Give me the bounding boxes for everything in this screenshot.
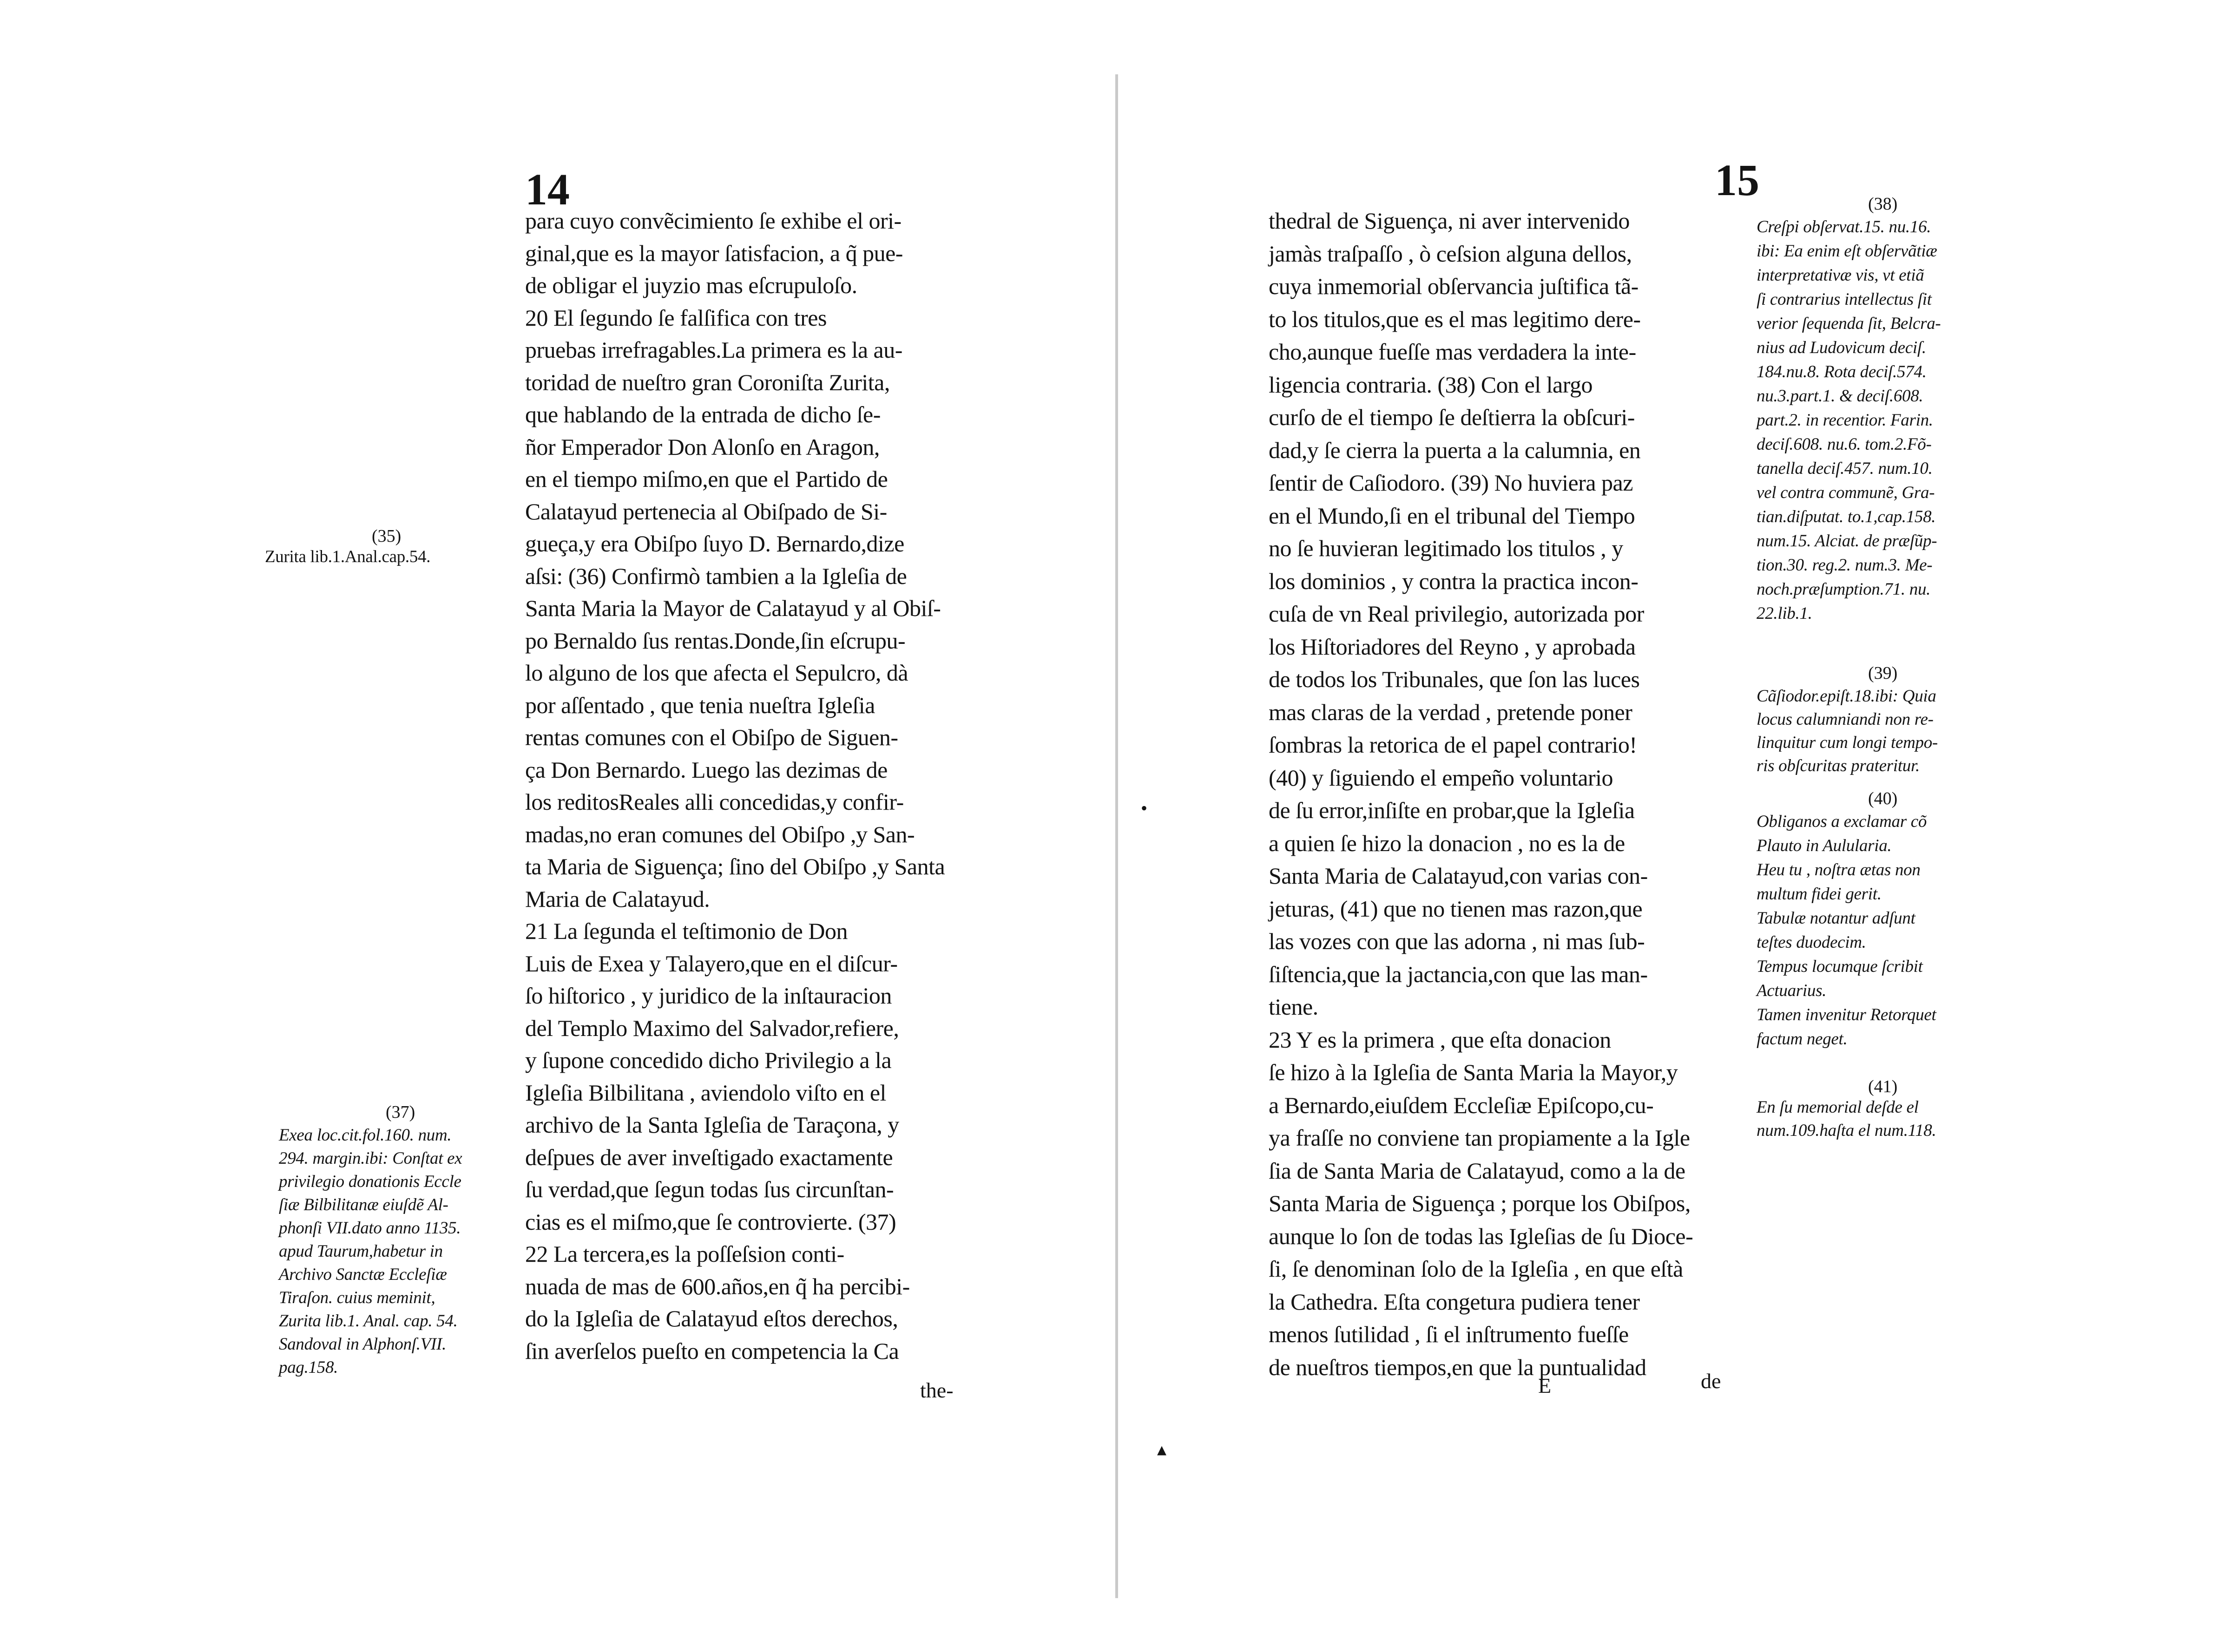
footnote-line: factum neget. bbox=[1757, 1029, 1848, 1049]
text-line: y ſupone concedido dicho Privilegio a la bbox=[525, 1047, 892, 1073]
footnote-line: phonſi VII.dato anno 1135. bbox=[279, 1219, 461, 1238]
text-line: nuada de mas de 600.años,en q̃ ha percibi- bbox=[525, 1273, 910, 1299]
footnote-line: nius ad Ludovicum deciſ. bbox=[1757, 338, 1926, 357]
text-line: no ſe huvieran legitimado los titulos , y bbox=[1269, 535, 1623, 561]
footnote-line: ibi: Ea enim eſt obſervãtiæ bbox=[1757, 242, 1937, 261]
footnote-number: (39) bbox=[1868, 663, 1898, 683]
text-line: para cuyo convẽcimiento ſe exhibe el ori- bbox=[525, 208, 902, 234]
footnote-line: Tiraſon. cuius meminit, bbox=[279, 1288, 435, 1307]
text-line: en el tiempo miſmo,en que el Partido de bbox=[525, 466, 888, 492]
text-line: ça Don Bernardo. Luego las dezimas de bbox=[525, 756, 888, 783]
footnote-line: Actuarius. bbox=[1757, 981, 1827, 1000]
text-line: tiene. bbox=[1269, 994, 1318, 1020]
text-line: ſin averſelos pueſto en competencia la Ca bbox=[525, 1337, 899, 1364]
footnote-number: (38) bbox=[1868, 194, 1898, 214]
text-line: por aſſentado , que tenia nueſtra Igleſia bbox=[525, 692, 875, 718]
text-line: Santa Maria la Mayor de Calatayud y al Obiſ- bbox=[525, 595, 941, 621]
footnote-line: privilegio donationis Eccle bbox=[279, 1172, 461, 1191]
text-line: ſe hizo à la Igleſia de Santa Maria la Mayor,y bbox=[1269, 1059, 1678, 1085]
gutter-dot: ▴ bbox=[1157, 1439, 1167, 1460]
text-line: aunque lo ſon de todas las Igleſias de ſu Dioce- bbox=[1269, 1223, 1693, 1249]
footnote-line: Heu tu , noſtra ætas non bbox=[1757, 860, 1921, 879]
text-line: 20 El ſegundo ſe falſifica con tres bbox=[525, 304, 827, 331]
footnote-line: num.109.haſta el num.118. bbox=[1757, 1121, 1936, 1140]
text-line: ta Maria de Siguença; ſino del Obiſpo ,y Santa bbox=[525, 853, 945, 879]
text-line: de todos los Tribunales, que ſon las luces bbox=[1269, 666, 1640, 692]
text-line: Santa Maria de Calatayud,con varias con- bbox=[1269, 863, 1648, 889]
text-line: mas claras de la verdad , pretende poner bbox=[1269, 699, 1632, 725]
text-line: Maria de Calatayud. bbox=[525, 885, 710, 912]
footnote-line: interpretativæ vis, vt etiã bbox=[1757, 266, 1924, 285]
text-line: ginal,que es la mayor ſatisfacion, a q̃ pue- bbox=[525, 240, 903, 266]
footnote-line: linquitur cum longi tempo- bbox=[1757, 733, 1938, 752]
text-line: jeturas, (41) que no tienen mas razon,que bbox=[1269, 895, 1643, 922]
text-line: ſu verdad,que ſegun todas ſus circunſtan- bbox=[525, 1176, 894, 1202]
footnote-line: Cãſiodor.epiſt.18.ibi: Quia bbox=[1757, 687, 1936, 706]
text-line: dad,y ſe cierra la puerta a la calumnia, en bbox=[1269, 437, 1641, 463]
footnote-line: 22.lib.1. bbox=[1757, 604, 1812, 623]
footnote-line: noch.præſumption.71. nu. bbox=[1757, 580, 1931, 599]
text-line: pruebas irrefragables.La primera es la au- bbox=[525, 337, 902, 363]
text-line: gueça,y era Obiſpo ſuyo D. Bernardo,dize bbox=[525, 531, 904, 557]
text-line: cho,aunque fueſſe mas verdadera la inte- bbox=[1269, 339, 1636, 365]
footnote-line: teſtes duodecim. bbox=[1757, 933, 1866, 952]
text-line: de obligar el juyzio mas eſcrupuloſo. bbox=[525, 272, 857, 298]
text-line: do la Igleſia de Calatayud eſtos derechos, bbox=[525, 1305, 898, 1331]
text-line: menos ſutilidad , ſi el inſtrumento fueſſe bbox=[1269, 1321, 1629, 1347]
text-line: que hablando de la entrada de dicho ſe- bbox=[525, 401, 881, 427]
signature-mark: E bbox=[1538, 1374, 1552, 1397]
footnote-number: (35) bbox=[372, 526, 401, 546]
footnote-line: vel contra communẽ, Gra- bbox=[1757, 483, 1935, 502]
text-line: ſi, ſe denominan ſolo de la Igleſia , en que eſtà bbox=[1269, 1256, 1683, 1282]
text-line: 23 Y es la primera , que eſta donacion bbox=[1269, 1026, 1611, 1053]
footnote-line: Tempus locumque ſcribit bbox=[1757, 957, 1923, 976]
text-line: curſo de el tiempo ſe deſtierra la obſcuri- bbox=[1269, 404, 1635, 430]
text-line: cuſa de vn Real privilegio, autorizada por bbox=[1269, 601, 1644, 627]
text-line: to los titulos,que es el mas legitimo dere- bbox=[1269, 306, 1641, 332]
catchword: de bbox=[1701, 1369, 1721, 1393]
footnote-line: ris obſcuritas prateritur. bbox=[1757, 756, 1920, 775]
text-line: deſpues de aver inveſtigado exactamente bbox=[525, 1144, 893, 1170]
footnote-number: (40) bbox=[1868, 789, 1898, 808]
text-line: ſiſtencia,que la jactancia,con que las man- bbox=[1269, 961, 1648, 987]
text-line: thedral de Siguença, ni aver intervenido bbox=[1269, 208, 1630, 234]
footnote-line: Archivo Sanctæ Eccleſiæ bbox=[279, 1265, 447, 1284]
footnote-line: Creſpi obſervat.15. nu.16. bbox=[1757, 217, 1931, 236]
footnote-line: Tabulæ notantur adſunt bbox=[1757, 909, 1915, 928]
text-line: los Hiſtoriadores del Reyno , y aprobada bbox=[1269, 633, 1636, 660]
footnote-line: tian.diſputat. to.1,cap.158. bbox=[1757, 507, 1936, 526]
footnote-line: 184.nu.8. Rota deciſ.574. bbox=[1757, 362, 1927, 381]
footnote-line: tion.30. reg.2. num.3. Me- bbox=[1757, 556, 1933, 575]
text-line: a quien ſe hizo la donacion , no es la de bbox=[1269, 830, 1625, 856]
footnote-line: ſi contrarius intellectus ſit bbox=[1757, 290, 1932, 309]
text-line: los dominios , y contra la practica incon- bbox=[1269, 568, 1639, 594]
footnote-line: nu.3.part.1. & deciſ.608. bbox=[1757, 387, 1923, 406]
text-line: cuya inmemorial obſervancia juſtifica tã- bbox=[1269, 273, 1639, 299]
book-gutter bbox=[1115, 74, 1118, 1598]
text-line: aſsi: (36) Confirmò tambien a la Igleſia de bbox=[525, 563, 907, 589]
text-line: ſia de Santa Maria de Calatayud, como a la de bbox=[1269, 1157, 1685, 1184]
footnote-line: Obliganos a exclamar cõ bbox=[1757, 812, 1927, 831]
text-line: de nueſtros tiempos,en que la puntualidad bbox=[1269, 1354, 1646, 1380]
text-line: los reditosReales alli concedidas,y confir- bbox=[525, 789, 904, 815]
text-line: jamàs traſpaſſo , ò ceſsion alguna dellos, bbox=[1269, 240, 1632, 267]
footnote-line: verior ſequenda ſit, Belcra- bbox=[1757, 314, 1941, 333]
footnote-line: multum fidei gerit. bbox=[1757, 885, 1882, 904]
page-number: 14 bbox=[525, 164, 570, 214]
gutter-dot: • bbox=[1141, 798, 1148, 819]
right-page bbox=[1125, 65, 2189, 1607]
text-line: Luis de Exea y Talayero,que en el diſcur- bbox=[525, 950, 898, 977]
text-line: la Cathedra. Eſta congetura pudiera tener bbox=[1269, 1288, 1640, 1315]
text-line: Santa Maria de Siguença ; porque los Obiſpos, bbox=[1269, 1190, 1691, 1216]
footnote-line: Zurita lib.1. Anal. cap. 54. bbox=[279, 1311, 458, 1331]
text-line: 22 La tercera,es la poſſeſsion conti- bbox=[525, 1241, 844, 1267]
text-line: po Bernaldo ſus rentas.Donde,ſin eſcrupu- bbox=[525, 627, 906, 654]
text-line: Calatayud pertenecia al Obiſpado de Si- bbox=[525, 498, 887, 524]
footnote-text: Zurita lib.1.Anal.cap.54. bbox=[265, 547, 431, 566]
text-line: madas,no eran comunes del Obiſpo ,y San- bbox=[525, 821, 915, 847]
text-line: a Bernardo,eiuſdem Eccleſiæ Epiſcopo,cu- bbox=[1269, 1092, 1654, 1118]
text-line: rentas comunes con el Obiſpo de Siguen- bbox=[525, 724, 898, 750]
footnote-line: deciſ.608. nu.6. tom.2.Fõ- bbox=[1757, 435, 1932, 454]
footnote-line: locus calumniandi non re- bbox=[1757, 710, 1934, 729]
catchword: the- bbox=[920, 1378, 954, 1402]
page-number: 15 bbox=[1715, 155, 1759, 205]
footnote-number: (37) bbox=[386, 1102, 415, 1122]
text-line: ligencia contraria. (38) Con el largo bbox=[1269, 371, 1593, 398]
footnote-line: Sandoval in Alphonſ.VII. bbox=[279, 1335, 447, 1354]
text-line: ñor Emperador Don Alonſo en Aragon, bbox=[525, 433, 880, 460]
footnote-line: Exea loc.cit.fol.160. num. bbox=[279, 1126, 452, 1145]
footnote-line: pag.158. bbox=[279, 1358, 338, 1377]
text-line: (40) y ſiguiendo el empeño voluntario bbox=[1269, 764, 1613, 791]
footnote-line: apud Taurum,habetur in bbox=[279, 1242, 443, 1261]
footnote-line: En ſu memorial deſde el bbox=[1757, 1098, 1919, 1117]
footnote-line: Tamen invenitur Retorquet bbox=[1757, 1005, 1936, 1024]
text-line: ſombras la retorica de el papel contrario! bbox=[1269, 732, 1637, 758]
footnote-line: tanella deciſ.457. num.10. bbox=[1757, 459, 1933, 478]
text-line: cias es el miſmo,que ſe controvierte. (37) bbox=[525, 1208, 896, 1235]
text-line: toridad de nueſtro gran Coroniſta Zurita, bbox=[525, 369, 890, 395]
footnote-line: num.15. Alciat. de præſũp- bbox=[1757, 531, 1937, 551]
text-line: lo alguno de los que afecta el Sepulcro, dà bbox=[525, 660, 908, 686]
text-line: ya fraſſe no conviene tan propiamente a la Igle bbox=[1269, 1125, 1690, 1151]
text-line: en el Mundo,ſi en el tribunal del Tiempo bbox=[1269, 502, 1635, 529]
footnote-line: ſiæ Bilbilitanæ eiuſdẽ Al- bbox=[279, 1195, 448, 1214]
footnote-line: 294. margin.ibi: Conſtat ex bbox=[279, 1149, 462, 1168]
text-line: ſentir de Caſiodoro. (39) No huviera paz bbox=[1269, 470, 1633, 496]
text-line: archivo de la Santa Igleſia de Taraçona, y bbox=[525, 1112, 899, 1138]
footnote-line: Plauto in Aulularia. bbox=[1757, 836, 1892, 855]
left-page bbox=[51, 70, 1111, 1603]
text-line: las vozes con que las adorna , ni mas ſub- bbox=[1269, 928, 1645, 954]
text-line: ſo hiſtorico , y juridico de la inſtauracion bbox=[525, 983, 892, 1009]
text-line: 21 La ſegunda el teſtimonio de Don bbox=[525, 918, 848, 944]
footnote-line: part.2. in recentior. Farin. bbox=[1757, 411, 1933, 430]
text-line: del Templo Maximo del Salvador,refiere, bbox=[525, 1015, 899, 1041]
text-line: Igleſia Bilbilitana , aviendolo viſto en el bbox=[525, 1079, 886, 1106]
text-line: de ſu error,inſiſte en probar,que la Igleſia bbox=[1269, 797, 1635, 823]
footnote-number: (41) bbox=[1868, 1077, 1898, 1096]
